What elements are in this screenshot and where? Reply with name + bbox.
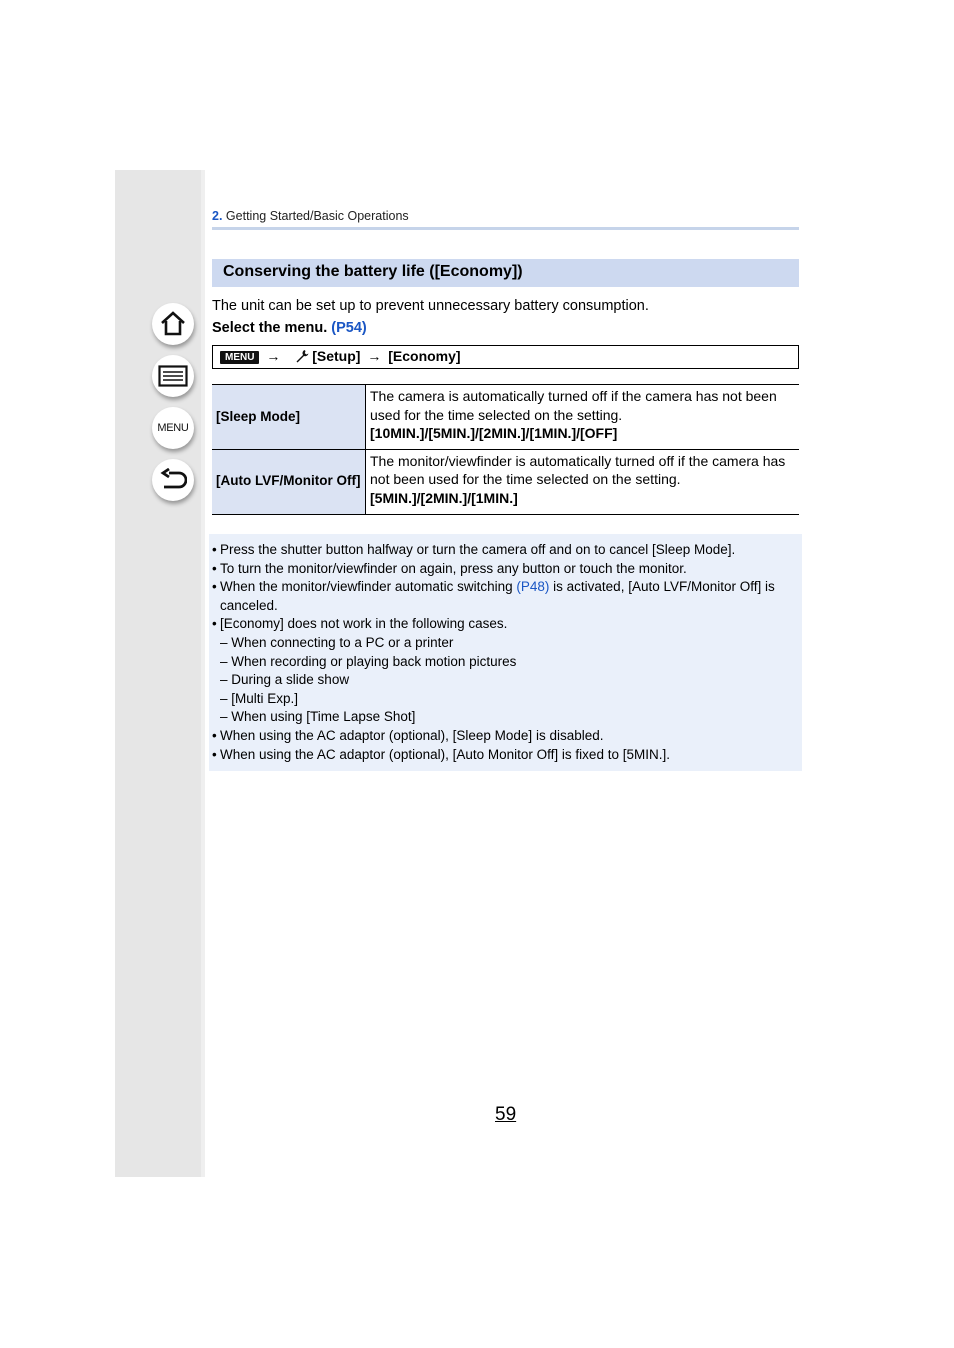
breadcrumb: [212, 209, 409, 223]
setting-name: [Auto LVF/Monitor Off]: [212, 449, 366, 514]
note-item: • [Economy] does not work in the following cases.: [212, 615, 798, 634]
intro-text: The unit can be set up to prevent unnecessary battery consumption.: [212, 298, 649, 314]
section-title: Conserving the battery life ([Economy]): [212, 259, 799, 287]
setting-description: The camera is automatically turned off if the camera has not been used for the time selected on the setting.: [370, 388, 777, 423]
home-icon: [159, 311, 187, 337]
path-arrow: →: [367, 348, 382, 364]
page-number: 59: [495, 1104, 517, 1125]
setting-options: [10MIN.]/[5MIN.]/[2MIN.]/[1MIN.]/[OFF]: [370, 425, 618, 441]
select-menu-line: [212, 320, 367, 336]
note-item: • To turn the monitor/viewfinder on again, press any button or touch the monitor.: [212, 560, 798, 579]
table-row: [212, 385, 799, 450]
home-button[interactable]: [152, 303, 194, 345]
setting-description-cell: [366, 449, 800, 514]
case-text: When using [Time Lapse Shot]: [231, 709, 416, 725]
menu-badge: MENU: [220, 351, 259, 364]
note-text: Press the shutter button halfway or turn the camera off and on to cancel [Sleep Mode].: [220, 542, 736, 557]
path-arrow: →: [266, 348, 281, 364]
note-text: To turn the monitor/viewfinder on again, press any button or touch the monitor.: [220, 560, 687, 576]
menu-path: [212, 345, 799, 369]
page-link-p54[interactable]: (P54): [331, 320, 367, 336]
wrench-icon: [295, 348, 309, 369]
menu-list-button[interactable]: [152, 407, 194, 449]
setting-options: [5MIN.]/[2MIN.]/[1MIN.]: [370, 489, 518, 506]
path-economy: [Economy]: [388, 348, 461, 364]
table-row: [212, 449, 799, 514]
notes-box: [209, 534, 802, 771]
note-item: • When the monitor/viewfinder automatic switching (P48) is activated, [Auto LVF/Monitor Off] is canceled.: [212, 578, 798, 615]
setting-name: [Sleep Mode]: [212, 385, 366, 450]
case-item: – [Multi Exp.]: [220, 690, 299, 706]
setting-description: The monitor/viewfinder is automatically turned off if the camera has not been used for the time selected on the setting.: [370, 452, 786, 487]
header-rule: [212, 227, 799, 230]
sidebar: [115, 170, 205, 1177]
case-item: – When connecting to a PC or a printer: [220, 634, 454, 650]
back-arrow-icon: [159, 468, 187, 492]
chapter-title: Getting Started/Basic Operations: [225, 209, 409, 223]
case-item: – During a slide show: [220, 672, 350, 688]
note-item: • When using the AC adaptor (optional), [Sleep Mode] is disabled.: [212, 727, 798, 746]
note-text-part: When the monitor/viewfinder automatic switching: [220, 579, 517, 595]
settings-table: [212, 384, 799, 515]
note-text: [Economy] does not work in the following cases.: [220, 616, 508, 632]
case-item: – When using [Time Lapse Shot]: [220, 709, 416, 725]
note-text-part: is activated, [Auto LVF/Monitor Off] is canceled.: [220, 579, 775, 613]
menu-label: MENU: [157, 422, 189, 434]
case-text: During a slide show: [231, 672, 350, 688]
note-item: • When using the AC adaptor (optional), [Auto Monitor Off] is fixed to [5MIN.].: [212, 746, 798, 765]
contents-button[interactable]: [152, 355, 194, 397]
case-item: – When recording or playing back motion pictures: [220, 653, 517, 669]
select-menu-label: Select the menu.: [212, 320, 328, 336]
page-link-p48[interactable]: (P48): [516, 579, 550, 595]
chapter-number: 2.: [212, 209, 223, 223]
note-text: When using the AC adaptor (optional), [Auto Monitor Off] is fixed to [5MIN.].: [220, 746, 670, 762]
case-text: When recording or playing back motion pictures: [231, 653, 517, 669]
note-text: When using the AC adaptor (optional), [Sleep Mode] is disabled.: [220, 727, 604, 743]
note-item: • Press the shutter button halfway or turn the camera off and on to cancel [Sleep Mode].: [212, 541, 798, 560]
note-text: [220, 578, 798, 615]
list-icon: [158, 365, 188, 387]
setting-description-cell: [366, 385, 800, 450]
case-text: When connecting to a PC or a printer: [231, 634, 454, 650]
path-setup: [Setup]: [312, 348, 361, 364]
case-text: [Multi Exp.]: [231, 690, 299, 706]
back-button[interactable]: [152, 459, 194, 501]
